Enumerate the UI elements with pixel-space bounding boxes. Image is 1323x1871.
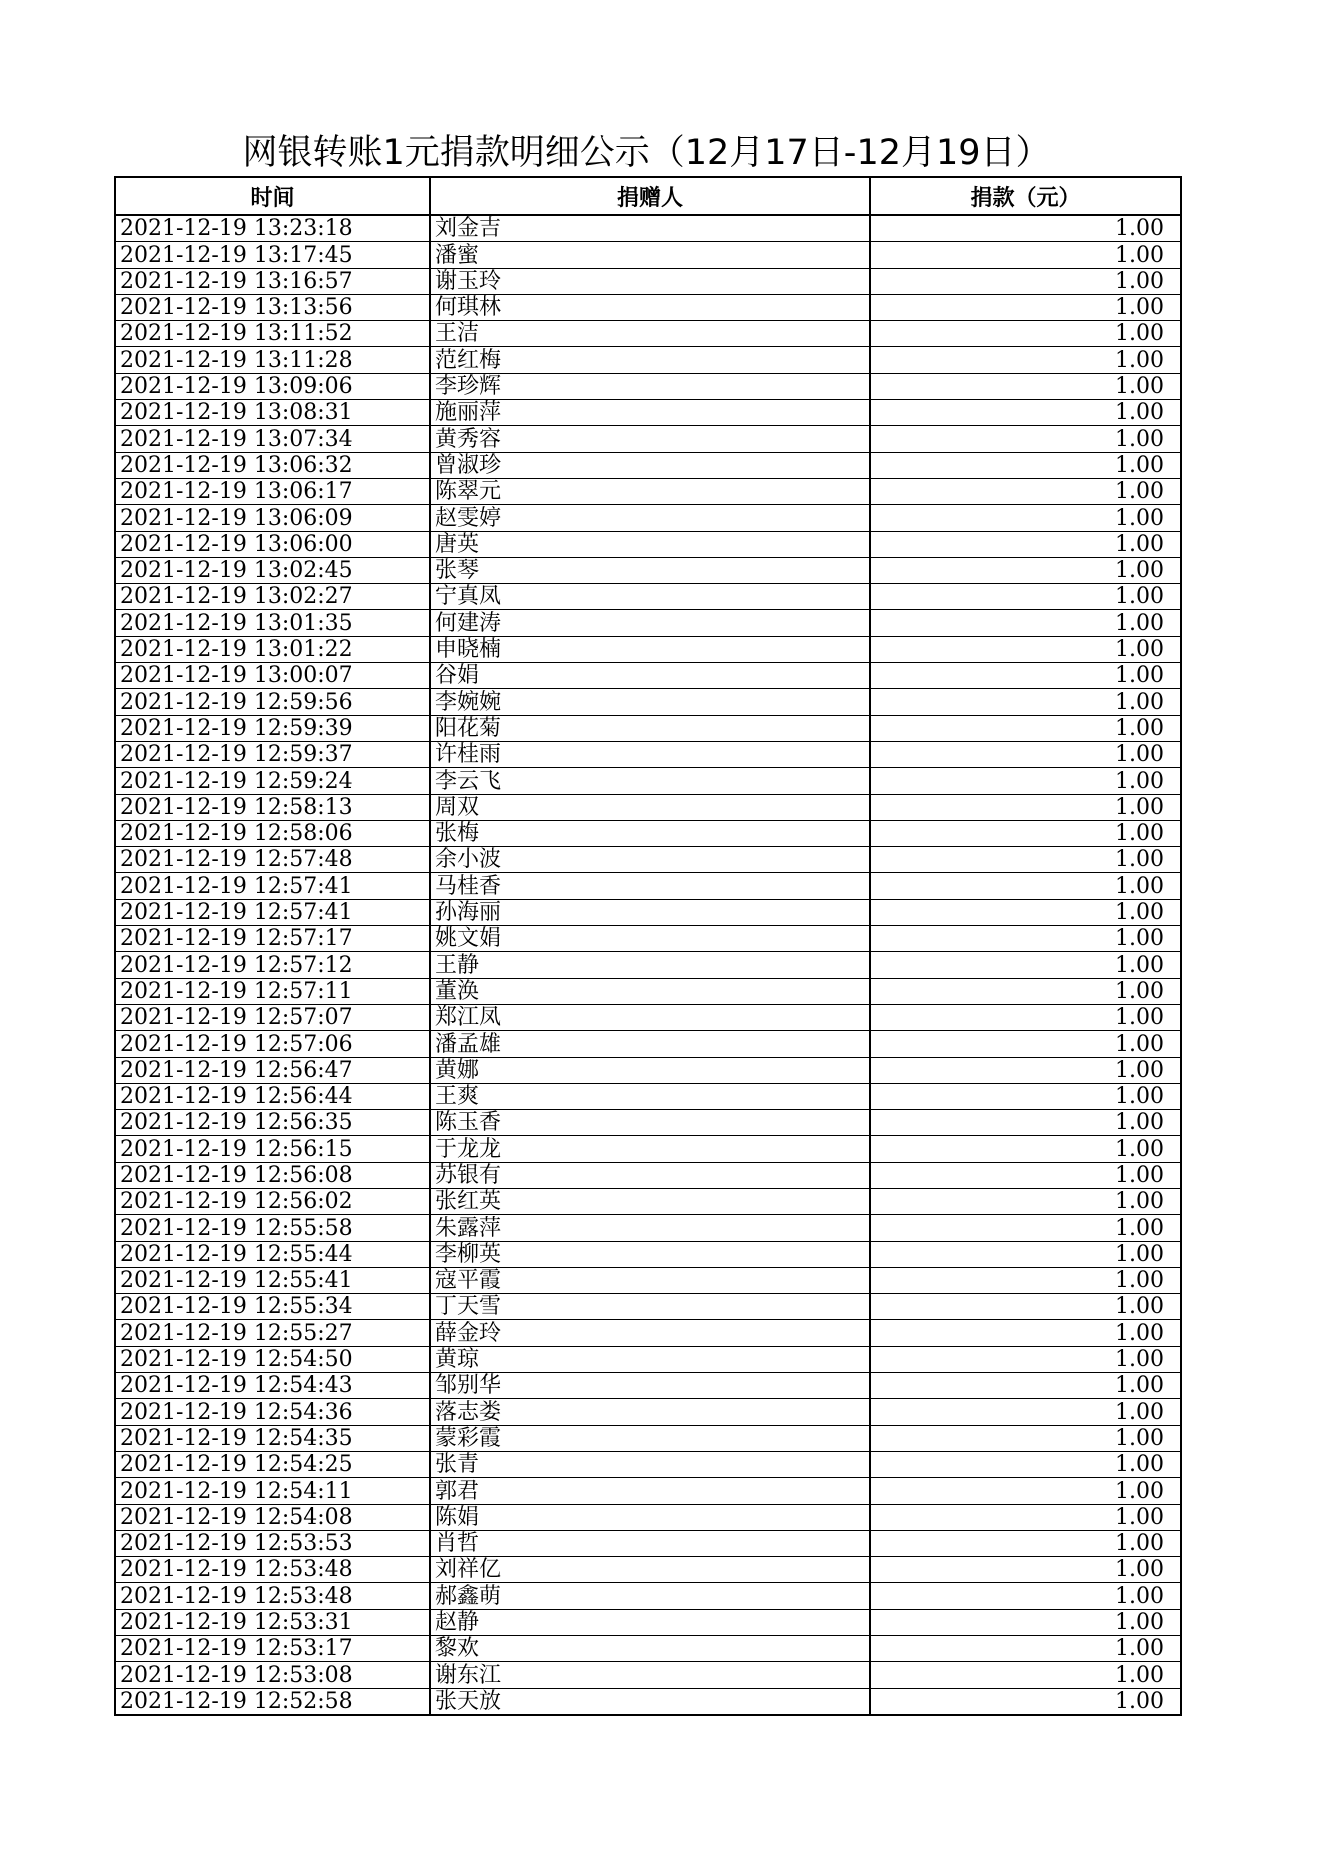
cell-time: 2021-12-19 13:11:52 xyxy=(115,321,430,347)
cell-donor: 黎欢 xyxy=(430,1636,870,1662)
table-row xyxy=(115,1662,1181,1688)
cell-amount: 1.00 xyxy=(870,1241,1181,1267)
table-row xyxy=(115,478,1181,504)
cell-amount: 1.00 xyxy=(870,1294,1181,1320)
cell-amount: 1.00 xyxy=(870,242,1181,268)
cell-donor: 宁真凤 xyxy=(430,584,870,610)
table-row xyxy=(115,321,1181,347)
cell-time: 2021-12-19 13:00:07 xyxy=(115,663,430,689)
table-row xyxy=(115,1425,1181,1451)
cell-donor: 李云飞 xyxy=(430,768,870,794)
table-row xyxy=(115,426,1181,452)
cell-donor: 谢玉玲 xyxy=(430,268,870,294)
cell-donor: 于龙龙 xyxy=(430,1136,870,1162)
cell-time: 2021-12-19 12:57:41 xyxy=(115,899,430,925)
table-body xyxy=(115,215,1181,1715)
cell-time: 2021-12-19 12:54:43 xyxy=(115,1373,430,1399)
cell-amount: 1.00 xyxy=(870,452,1181,478)
cell-time: 2021-12-19 13:17:45 xyxy=(115,242,430,268)
cell-time: 2021-12-19 13:06:17 xyxy=(115,478,430,504)
cell-time: 2021-12-19 12:56:02 xyxy=(115,1188,430,1214)
cell-donor: 潘孟雄 xyxy=(430,1031,870,1057)
cell-amount: 1.00 xyxy=(870,1478,1181,1504)
cell-time: 2021-12-19 12:57:12 xyxy=(115,952,430,978)
cell-amount: 1.00 xyxy=(870,1451,1181,1477)
table-row xyxy=(115,978,1181,1004)
cell-donor: 谢东江 xyxy=(430,1662,870,1688)
cell-time: 2021-12-19 12:55:34 xyxy=(115,1294,430,1320)
cell-time: 2021-12-19 12:59:39 xyxy=(115,715,430,741)
cell-donor: 郭君 xyxy=(430,1478,870,1504)
table-row xyxy=(115,294,1181,320)
cell-donor: 施丽萍 xyxy=(430,400,870,426)
cell-donor: 孙海丽 xyxy=(430,899,870,925)
cell-time: 2021-12-19 13:13:56 xyxy=(115,294,430,320)
cell-amount: 1.00 xyxy=(870,1583,1181,1609)
cell-time: 2021-12-19 13:16:57 xyxy=(115,268,430,294)
cell-amount: 1.00 xyxy=(870,505,1181,531)
table-row xyxy=(115,215,1181,242)
cell-donor: 李婉婉 xyxy=(430,689,870,715)
header-time: 时间 xyxy=(115,177,430,215)
cell-amount: 1.00 xyxy=(870,1504,1181,1530)
cell-amount: 1.00 xyxy=(870,347,1181,373)
table-row xyxy=(115,1504,1181,1530)
table-row xyxy=(115,794,1181,820)
cell-amount: 1.00 xyxy=(870,1215,1181,1241)
table-row xyxy=(115,557,1181,583)
table-row xyxy=(115,1136,1181,1162)
cell-time: 2021-12-19 13:09:06 xyxy=(115,373,430,399)
cell-amount: 1.00 xyxy=(870,873,1181,899)
cell-amount: 1.00 xyxy=(870,794,1181,820)
table-row xyxy=(115,610,1181,636)
cell-time: 2021-12-19 13:07:34 xyxy=(115,426,430,452)
cell-amount: 1.00 xyxy=(870,952,1181,978)
table-row xyxy=(115,1031,1181,1057)
cell-time: 2021-12-19 12:54:36 xyxy=(115,1399,430,1425)
cell-donor: 张天放 xyxy=(430,1688,870,1715)
cell-donor: 郝鑫萌 xyxy=(430,1583,870,1609)
cell-donor: 刘金吉 xyxy=(430,215,870,242)
table-row xyxy=(115,1267,1181,1293)
cell-amount: 1.00 xyxy=(870,978,1181,1004)
cell-time: 2021-12-19 13:06:32 xyxy=(115,452,430,478)
cell-amount: 1.00 xyxy=(870,373,1181,399)
cell-amount: 1.00 xyxy=(870,1083,1181,1109)
table-row xyxy=(115,926,1181,952)
cell-amount: 1.00 xyxy=(870,1267,1181,1293)
cell-time: 2021-12-19 12:54:08 xyxy=(115,1504,430,1530)
cell-time: 2021-12-19 12:55:44 xyxy=(115,1241,430,1267)
table-row xyxy=(115,1215,1181,1241)
cell-amount: 1.00 xyxy=(870,847,1181,873)
donation-table xyxy=(114,176,1182,1716)
table-row xyxy=(115,268,1181,294)
table-row xyxy=(115,400,1181,426)
table-row xyxy=(115,1346,1181,1372)
cell-amount: 1.00 xyxy=(870,1609,1181,1635)
table-row xyxy=(115,505,1181,531)
table-row xyxy=(115,1636,1181,1662)
table-row xyxy=(115,847,1181,873)
cell-amount: 1.00 xyxy=(870,1031,1181,1057)
cell-time: 2021-12-19 13:02:45 xyxy=(115,557,430,583)
table-row xyxy=(115,347,1181,373)
cell-donor: 王静 xyxy=(430,952,870,978)
table-row xyxy=(115,373,1181,399)
table-row xyxy=(115,1557,1181,1583)
cell-donor: 何琪林 xyxy=(430,294,870,320)
cell-donor: 范红梅 xyxy=(430,347,870,373)
table-row xyxy=(115,689,1181,715)
table-header-row xyxy=(115,177,1181,215)
cell-time: 2021-12-19 13:08:31 xyxy=(115,400,430,426)
table-row xyxy=(115,1583,1181,1609)
cell-donor: 董涣 xyxy=(430,978,870,1004)
cell-amount: 1.00 xyxy=(870,715,1181,741)
cell-donor: 赵静 xyxy=(430,1609,870,1635)
cell-donor: 丁天雪 xyxy=(430,1294,870,1320)
cell-donor: 陈翠元 xyxy=(430,478,870,504)
cell-time: 2021-12-19 12:59:56 xyxy=(115,689,430,715)
table-row xyxy=(115,1162,1181,1188)
cell-donor: 许桂雨 xyxy=(430,741,870,767)
cell-time: 2021-12-19 12:56:08 xyxy=(115,1162,430,1188)
cell-donor: 周双 xyxy=(430,794,870,820)
table-row xyxy=(115,663,1181,689)
table-row xyxy=(115,741,1181,767)
cell-amount: 1.00 xyxy=(870,426,1181,452)
cell-time: 2021-12-19 12:57:48 xyxy=(115,847,430,873)
cell-donor: 赵雯婷 xyxy=(430,505,870,531)
cell-amount: 1.00 xyxy=(870,478,1181,504)
cell-time: 2021-12-19 12:53:48 xyxy=(115,1557,430,1583)
cell-donor: 苏银有 xyxy=(430,1162,870,1188)
cell-donor: 阳花菊 xyxy=(430,715,870,741)
table-row xyxy=(115,1241,1181,1267)
cell-time: 2021-12-19 12:52:58 xyxy=(115,1688,430,1715)
cell-time: 2021-12-19 12:59:24 xyxy=(115,768,430,794)
cell-donor: 刘祥亿 xyxy=(430,1557,870,1583)
cell-donor: 黄秀容 xyxy=(430,426,870,452)
cell-donor: 陈玉香 xyxy=(430,1110,870,1136)
table-row xyxy=(115,1530,1181,1556)
cell-time: 2021-12-19 12:57:41 xyxy=(115,873,430,899)
cell-time: 2021-12-19 12:53:31 xyxy=(115,1609,430,1635)
cell-amount: 1.00 xyxy=(870,400,1181,426)
cell-amount: 1.00 xyxy=(870,1636,1181,1662)
cell-donor: 唐英 xyxy=(430,531,870,557)
cell-amount: 1.00 xyxy=(870,689,1181,715)
cell-time: 2021-12-19 12:58:06 xyxy=(115,820,430,846)
cell-time: 2021-12-19 12:54:25 xyxy=(115,1451,430,1477)
table-row xyxy=(115,452,1181,478)
table-row xyxy=(115,952,1181,978)
cell-amount: 1.00 xyxy=(870,1557,1181,1583)
table-row xyxy=(115,1373,1181,1399)
table-row xyxy=(115,584,1181,610)
cell-time: 2021-12-19 13:11:28 xyxy=(115,347,430,373)
cell-amount: 1.00 xyxy=(870,926,1181,952)
cell-time: 2021-12-19 12:55:27 xyxy=(115,1320,430,1346)
cell-amount: 1.00 xyxy=(870,1004,1181,1030)
header-amount: 捐款（元） xyxy=(870,177,1181,215)
cell-donor: 黄娜 xyxy=(430,1057,870,1083)
cell-time: 2021-12-19 12:55:41 xyxy=(115,1267,430,1293)
cell-amount: 1.00 xyxy=(870,610,1181,636)
cell-donor: 何建涛 xyxy=(430,610,870,636)
cell-donor: 潘蜜 xyxy=(430,242,870,268)
cell-time: 2021-12-19 12:56:35 xyxy=(115,1110,430,1136)
cell-amount: 1.00 xyxy=(870,663,1181,689)
table-row xyxy=(115,1399,1181,1425)
cell-donor: 王洁 xyxy=(430,321,870,347)
cell-time: 2021-12-19 12:57:17 xyxy=(115,926,430,952)
header-donor: 捐赠人 xyxy=(430,177,870,215)
cell-donor: 落志娄 xyxy=(430,1399,870,1425)
table-row xyxy=(115,1083,1181,1109)
cell-time: 2021-12-19 13:01:35 xyxy=(115,610,430,636)
table-row xyxy=(115,873,1181,899)
cell-amount: 1.00 xyxy=(870,1662,1181,1688)
cell-amount: 1.00 xyxy=(870,557,1181,583)
cell-amount: 1.00 xyxy=(870,1136,1181,1162)
cell-donor: 寇平霞 xyxy=(430,1267,870,1293)
cell-time: 2021-12-19 12:55:58 xyxy=(115,1215,430,1241)
table-row xyxy=(115,768,1181,794)
cell-donor: 张红英 xyxy=(430,1188,870,1214)
cell-donor: 李珍辉 xyxy=(430,373,870,399)
cell-amount: 1.00 xyxy=(870,531,1181,557)
cell-amount: 1.00 xyxy=(870,741,1181,767)
cell-time: 2021-12-19 12:56:15 xyxy=(115,1136,430,1162)
cell-amount: 1.00 xyxy=(870,636,1181,662)
cell-donor: 肖哲 xyxy=(430,1530,870,1556)
cell-amount: 1.00 xyxy=(870,1110,1181,1136)
cell-time: 2021-12-19 12:54:35 xyxy=(115,1425,430,1451)
cell-donor: 张梅 xyxy=(430,820,870,846)
cell-amount: 1.00 xyxy=(870,268,1181,294)
cell-amount: 1.00 xyxy=(870,1425,1181,1451)
table-row xyxy=(115,636,1181,662)
cell-donor: 马桂香 xyxy=(430,873,870,899)
cell-amount: 1.00 xyxy=(870,294,1181,320)
cell-time: 2021-12-19 12:58:13 xyxy=(115,794,430,820)
cell-time: 2021-12-19 13:02:27 xyxy=(115,584,430,610)
cell-time: 2021-12-19 12:53:17 xyxy=(115,1636,430,1662)
cell-donor: 邹别华 xyxy=(430,1373,870,1399)
cell-time: 2021-12-19 12:53:48 xyxy=(115,1583,430,1609)
cell-time: 2021-12-19 12:57:07 xyxy=(115,1004,430,1030)
cell-donor: 王爽 xyxy=(430,1083,870,1109)
cell-donor: 张青 xyxy=(430,1451,870,1477)
table-row xyxy=(115,820,1181,846)
cell-amount: 1.00 xyxy=(870,1688,1181,1715)
cell-amount: 1.00 xyxy=(870,1530,1181,1556)
cell-time: 2021-12-19 12:57:11 xyxy=(115,978,430,1004)
cell-donor: 郑江凤 xyxy=(430,1004,870,1030)
table-row xyxy=(115,1609,1181,1635)
cell-amount: 1.00 xyxy=(870,820,1181,846)
table-row xyxy=(115,1451,1181,1477)
cell-amount: 1.00 xyxy=(870,1188,1181,1214)
cell-amount: 1.00 xyxy=(870,215,1181,242)
cell-amount: 1.00 xyxy=(870,1320,1181,1346)
cell-amount: 1.00 xyxy=(870,899,1181,925)
table-row xyxy=(115,531,1181,557)
cell-time: 2021-12-19 13:01:22 xyxy=(115,636,430,662)
cell-donor: 李柳英 xyxy=(430,1241,870,1267)
cell-donor: 黄琼 xyxy=(430,1346,870,1372)
table-row xyxy=(115,1688,1181,1715)
cell-amount: 1.00 xyxy=(870,1346,1181,1372)
table-row xyxy=(115,242,1181,268)
cell-amount: 1.00 xyxy=(870,1399,1181,1425)
table-row xyxy=(115,715,1181,741)
cell-amount: 1.00 xyxy=(870,321,1181,347)
cell-time: 2021-12-19 12:53:08 xyxy=(115,1662,430,1688)
cell-amount: 1.00 xyxy=(870,1373,1181,1399)
cell-donor: 姚文娟 xyxy=(430,926,870,952)
cell-donor: 朱露萍 xyxy=(430,1215,870,1241)
table-row xyxy=(115,1004,1181,1030)
cell-donor: 余小波 xyxy=(430,847,870,873)
cell-amount: 1.00 xyxy=(870,768,1181,794)
cell-time: 2021-12-19 12:54:11 xyxy=(115,1478,430,1504)
cell-donor: 陈娟 xyxy=(430,1504,870,1530)
cell-time: 2021-12-19 12:53:53 xyxy=(115,1530,430,1556)
cell-donor: 蒙彩霞 xyxy=(430,1425,870,1451)
table-row xyxy=(115,1057,1181,1083)
table-row xyxy=(115,1294,1181,1320)
table-row xyxy=(115,1110,1181,1136)
cell-time: 2021-12-19 13:06:00 xyxy=(115,531,430,557)
cell-time: 2021-12-19 12:54:50 xyxy=(115,1346,430,1372)
cell-amount: 1.00 xyxy=(870,584,1181,610)
cell-time: 2021-12-19 12:57:06 xyxy=(115,1031,430,1057)
cell-donor: 张琴 xyxy=(430,557,870,583)
cell-time: 2021-12-19 13:23:18 xyxy=(115,215,430,242)
cell-amount: 1.00 xyxy=(870,1162,1181,1188)
cell-time: 2021-12-19 12:56:47 xyxy=(115,1057,430,1083)
cell-donor: 薛金玲 xyxy=(430,1320,870,1346)
cell-donor: 申晓楠 xyxy=(430,636,870,662)
page-title: 网银转账1元捐款明细公示（12月17日-12月19日） xyxy=(242,133,1051,173)
table-row xyxy=(115,1188,1181,1214)
table-row xyxy=(115,899,1181,925)
cell-time: 2021-12-19 13:06:09 xyxy=(115,505,430,531)
cell-amount: 1.00 xyxy=(870,1057,1181,1083)
cell-time: 2021-12-19 12:59:37 xyxy=(115,741,430,767)
table-row xyxy=(115,1478,1181,1504)
table-row xyxy=(115,1320,1181,1346)
cell-time: 2021-12-19 12:56:44 xyxy=(115,1083,430,1109)
cell-donor: 曾淑珍 xyxy=(430,452,870,478)
cell-donor: 谷娟 xyxy=(430,663,870,689)
